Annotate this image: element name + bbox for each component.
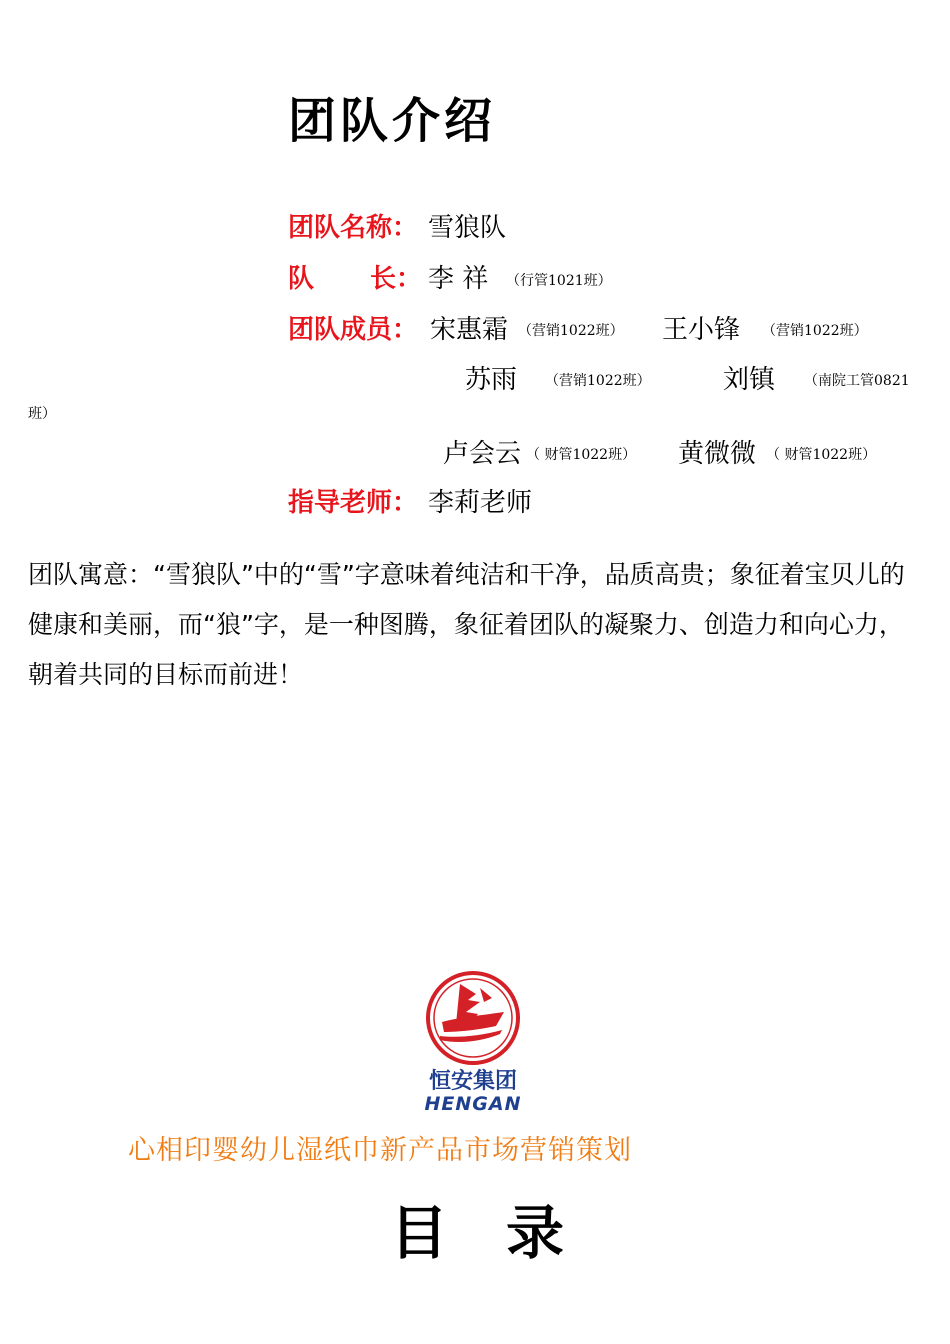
member-name: 黄微微 — [678, 439, 757, 469]
member-class: （ 财管1022班） — [766, 447, 877, 463]
team-name-value: 雪狼队 — [428, 213, 507, 243]
member-name: 王小锋 — [662, 315, 741, 345]
captain-name: 李 祥 — [428, 264, 489, 294]
members-label: 团队成员： — [288, 315, 419, 345]
member-name: 卢会云 — [443, 439, 522, 469]
captain-label-part2: 长： — [370, 264, 423, 294]
member-class: （南院工管0821 — [804, 373, 910, 389]
hengan-logo-icon — [418, 968, 528, 1116]
member-name: 苏雨 — [465, 365, 518, 395]
document-subtitle: 心相印婴幼儿湿纸巾新产品市场营销策划 — [128, 1135, 632, 1166]
member-name: 刘镇 — [723, 365, 776, 395]
member-class: （ 财管1022班） — [526, 447, 637, 463]
team-meaning-paragraph: 团队寓意：“雪狼队”中的“雪”字意味着纯洁和干净，品质高贵；象征着宝贝儿的健康和美丽，而“狼”字，是一种图腾，象征着团队的凝聚力、创造力和向心力，朝着共同的目标而前进！ — [28, 560, 905, 689]
advisor-label: 指导老师： — [288, 488, 419, 518]
advisor-value: 李莉老师 — [428, 488, 533, 518]
member-class: （营销1022班） — [545, 373, 651, 389]
page-title: 团队介绍 — [288, 93, 497, 149]
svg-text:恒安集团: 恒安集团 — [428, 1069, 518, 1094]
hengan-logo — [418, 968, 528, 1116]
member-name: 宋惠霜 — [430, 315, 509, 345]
captain-class: （行管1021班） — [506, 273, 612, 289]
member-class: （营销1022班） — [518, 323, 624, 339]
team-name-label: 团队名称： — [288, 213, 419, 243]
captain-label-part1: 队 — [288, 264, 315, 294]
member-class-wrap: 班） — [28, 406, 56, 422]
svg-text:HENGAN: HENGAN — [424, 1093, 522, 1115]
toc-heading: 目 录 — [390, 1199, 565, 1267]
member-class: （营销1022班） — [762, 323, 868, 339]
